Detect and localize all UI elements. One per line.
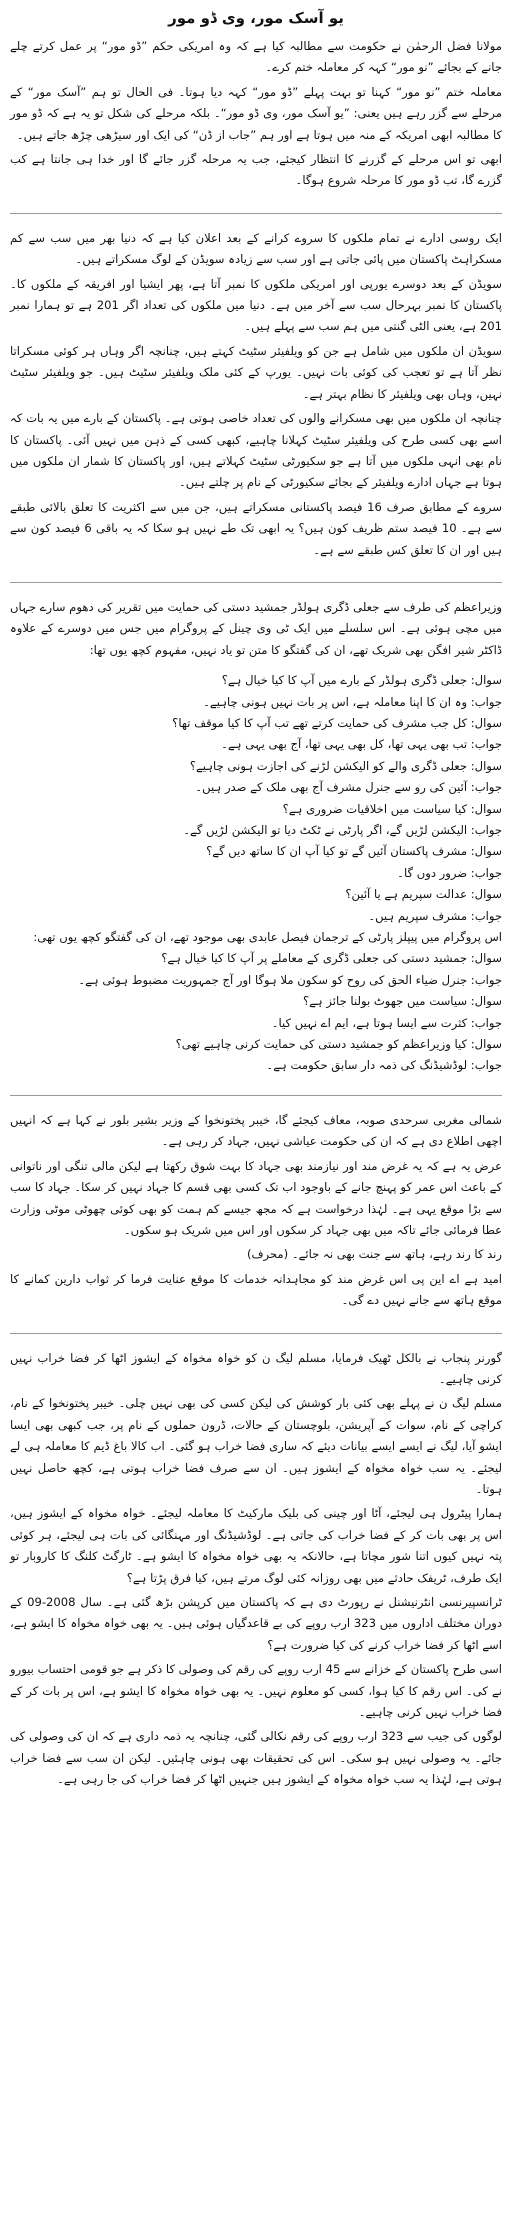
qa-line: جواب: جنرل ضیاء الحق کی روح کو سکون ملا ہوگا اور آج جمہوریت مضبوط ہوئی ہے۔ bbox=[78, 972, 502, 987]
paragraph: مسلم لیگ ن نے پہلے بھی کئی بار کوشش کی لیکن کسی کی بھی نہیں چلی۔ خیبر پختونخوا کے نام، کراچی کے نام، سوات کے آپریشن، بلوچستان کے حالات، ڈرون حملوں کے نام پر، جب کبھی بھی ایسا ایشو آیا، لیگ نے ایسے ایسے بیانات دیئے کہ ساری فضا خراب ہو گئی۔ اب کالا باغ ڈیم کا معاملہ ہی لے لیجئے۔ یہ سب خواہ مخواہ کے ایشوز ہیں۔ ان سے صرف فضا خراب ہوتی ہے، کچھ حاصل نہیں ہوتا۔ bbox=[10, 1396, 502, 1496]
paragraph: اسی طرح پاکستان کے خزانے سے 45 ارب روپے کی رقم کی وصولی کا ذکر ہے جو قومی احتساب بیورو نے کی۔ اس رقم کا کیا ہوا، کسی کو معلوم نہیں۔ یہ بھی خواہ مخواہ کا ایشو ہے، اس پر بات کر کے فضا خراب نہیں کرنی چاہیے۔ bbox=[10, 1662, 502, 1720]
paragraph: سروے کے مطابق صرف 16 فیصد پاکستانی مسکراتے ہیں، جن میں سے اکثریت کا تعلق بالائی طبقے سے ہے۔ 10 فیصد ستم ظریف کون ہیں؟ یہ ابھی تک طے نہیں ہو سکا کہ یہ باقی 6 فیصد کون سے ہیں اور ان کا تعلق کس طبقے سے ہے۔ bbox=[10, 499, 502, 557]
paragraph: سویڈن ان ملکوں میں شامل ہے جن کو ویلفیئر سٹیٹ کہتے ہیں، چنانچہ اگر وہاں ہر کوئی مسکراتا نظر آتا ہے تو تعجب کی کوئی بات نہیں۔ یورپ کے کئی ملک ویلفیئر سٹیٹ ہیں۔ جو ویلفیئر سٹیٹ نہیں، وہاں بھی ویلفیئر کا نظام بہتر ہے۔ bbox=[10, 343, 502, 401]
paragraph: اس پروگرام میں پیپلز پارٹی کے ترجمان فیصل عابدی بھی موجود تھے، ان کی گفتگو کچھ یوں تھی: bbox=[33, 930, 502, 945]
qa-line: سوال: عدالت سپریم ہے یا آئین؟ bbox=[345, 887, 502, 902]
section-divider bbox=[10, 1333, 502, 1334]
paragraph: مولانا فضل الرحمٰن نے حکومت سے مطالبہ کیا ہے کہ وہ امریکی حکم ”ڈو مور“ پر عمل کرتے چلے جانے کے بجائے ”نو مور“ کہہ کر معاملہ ختم کرے۔ bbox=[10, 39, 502, 75]
paragraph: عرض یہ ہے کہ یہ غرض مند اور نیازمند بھی جہاد کا بہت شوق رکھتا ہے لیکن مالی تنگی اور ناتوانی کے باعث اس عمر کو پہنچ جانے کے باوجود اب تک کسی بھی قسم کا جہاد نہیں کر سکا۔ جہاد کا سب سے بڑا موقع یہی ہے۔ لہٰذا درخواست ہے کہ مجھ جیسے کم ہمت کو بھی کوئی چھوٹی موٹی وزارت عطا فرمائی جائے تاکہ میں بھی جہاد کر سکوں اور اس میں شریک ہو سکوں۔ bbox=[10, 1158, 502, 1237]
qa-line: سوال: جعلی ڈگری ہولڈر کے بارے میں آپ کا کیا خیال ہے؟ bbox=[221, 673, 502, 688]
qa-line: جواب: تب بھی یہی تھا، کل بھی یہی تھا، آج بھی یہی ہے۔ bbox=[221, 737, 502, 752]
section-5 bbox=[10, 1346, 502, 1798]
qa-line: سوال: جعلی ڈگری والے کو الیکشن لڑنے کی اجازت ہونی چاہیے؟ bbox=[189, 758, 502, 773]
section-3-qa bbox=[10, 668, 502, 1081]
qa-line: سوال: سیاست میں جھوٹ بولنا جائز ہے؟ bbox=[302, 994, 502, 1009]
section-2 bbox=[10, 226, 502, 568]
qa-line: جواب: وہ ان کا اپنا معاملہ ہے، اس پر بات نہیں ہونی چاہیے۔ bbox=[203, 694, 502, 709]
paragraph: گورنر پنجاب نے بالکل ٹھیک فرمایا، مسلم لیگ ن کو خواہ مخواہ کے ایشوز اٹھا کر فضا خراب نہیں کرنی چاہیے۔ bbox=[10, 1350, 502, 1386]
paragraph: ایک روسی ادارے نے تمام ملکوں کا سروے کرانے کے بعد اعلان کیا ہے کہ دنیا بھر میں سب سے کم مسکراہٹ پاکستان میں پائی جاتی ہے اور سب سے زیادہ سویڈن کے لوگ مسکراتے ہیں۔ bbox=[10, 230, 502, 267]
qa-line: سوال: کیا وزیراعظم کو جمشید دستی کی حمایت کرنی چاہیے تھی؟ bbox=[175, 1037, 502, 1052]
paragraph: ہمارا پیٹرول ہی لیجئے، آٹا اور چینی کی بلیک مارکیٹ کا معاملہ لیجئے۔ خواہ مخواہ کے ایشوز ہیں، اس پر بھی بات کر کے فضا خراب کی جاتی ہے۔ لوڈشیڈنگ اور مہنگائی کی بات ہی لیجئے، ہر کوئی پتہ نہیں کیوں اتنا شور مچاتا ہے، حالانکہ یہ بھی خواہ مخواہ کا ایشو ہے۔ ٹارگٹ کلنگ کا کاروبار تو ایک طرف، ٹریفک حادثے میں بھی روزانہ کئی لوگ مرتے ہیں، کیا فرق پڑتا ہے؟ bbox=[10, 1506, 502, 1585]
section-divider bbox=[10, 1095, 502, 1096]
column-title: یو آسک مور، وی ڈو مور bbox=[168, 9, 344, 27]
paragraph: سویڈن کے بعد دوسرے یورپی اور امریکی ملکوں کا نمبر آتا ہے، پھر ایشیا اور افریقہ کے ملکوں کا۔ پاکستان کا نمبر بہرحال سب سے آخر میں ہے۔ دنیا میں ملکوں کی تعداد اگر 201 ہے تو ہمارا نمبر 201 ہے، یعنی الٹی گنتی میں ہم سب سے پہلے ہیں۔ bbox=[10, 276, 503, 334]
qa-line: سوال: کیا سیاست میں اخلاقیات ضروری ہے؟ bbox=[282, 801, 502, 816]
section-1 bbox=[10, 34, 502, 199]
qa-line: سوال: مشرف پاکستان آئیں گے تو کیا آپ ان کا ساتھ دیں گے؟ bbox=[206, 844, 502, 859]
paragraph: وزیراعظم کی طرف سے جعلی ڈگری ہولڈر جمشید دستی کی حمایت میں تقریر کی دھوم سارے جہاں میں مچی ہوئی ہے۔ اس سلسلے میں ایک ٹی وی چینل کے پروگرام میں جس میں دوسرے کے علاوہ ڈاکٹر شیر افگن بھی شریک تھے، ان کی گفتگو کا متن تو یاد نہیں، مفہوم کچھ یوں تھا: bbox=[10, 599, 502, 657]
section-divider bbox=[10, 582, 502, 583]
qa-line: جواب: لوڈشیڈنگ کی ذمہ دار سابق حکومت ہے۔ bbox=[266, 1058, 502, 1073]
paragraph: معاملہ ختم ”نو مور“ کہنا تو بہت پہلے ”ڈو مور“ کہہ دیا ہوتا۔ فی الحال تو ہم ”آسک مور“ کے مرحلے سے گزر رہے ہیں یعنی: ”یو آسک مور، وی ڈو مور“۔ بلکہ مرحلے کی شکل تو یہ ہے کہ ڈو مور کا مطالبہ ابھی امریکہ کے منہ میں ہوتا ہے اور ہم ”جاب از ڈن“ کی ایک اور سیڑھی چڑھ جاتے ہیں۔ bbox=[10, 84, 502, 142]
section-divider bbox=[10, 213, 502, 214]
qa-line: سوال: جمشید دستی کی جعلی ڈگری کے معاملے پر آپ کا کیا خیال ہے؟ bbox=[161, 951, 502, 966]
paragraph: ابھی تو اس مرحلے کے گزرنے کا انتظار کیجئے، جب یہ مرحلہ گزر جائے گا اور خدا ہی جانتا ہے کب گزرے گا، تب ڈو مور کا مرحلہ شروع ہوگا۔ bbox=[10, 152, 502, 188]
qa-line: جواب: مشرف سپریم ہیں۔ bbox=[368, 908, 502, 923]
paragraph: امید ہے اے این پی اس غرض مند کو مجاہدانہ خدمات کا موقع عنایت فرما کر ثواب دارین کمانے کا موقع ہاتھ سے جانے نہیں دے گی۔ bbox=[10, 1271, 502, 1308]
qa-line: جواب: الیکشن لڑیں گے، اگر پارٹی نے ٹکٹ دیا تو الیکشن لڑیں گے۔ bbox=[183, 823, 502, 837]
section-4 bbox=[10, 1108, 502, 1319]
paragraph: چنانچہ ان ملکوں میں بھی مسکرانے والوں کی تعداد خاصی ہوتی ہے۔ پاکستان کے بارے میں یہ بات کہ اسے بھی کسی طرح کی ویلفیئر سٹیٹ کہلانا چاہیے، کبھی کسی کے ذہن میں نہیں آئی۔ پاکستان کا نام بھی انہی ملکوں میں آتا ہے جو سکیورٹی سٹیٹ کہلاتے ہیں، اور پاکستان کا شمار ان ملکوں میں ہوتا ہے جہاں ادارے ویلفیئر کے بجائے سکیورٹی کے نام پر چلتے ہیں۔ bbox=[10, 411, 502, 490]
qa-line: جواب: ضرور دوں گا۔ bbox=[397, 865, 502, 880]
paragraph: لوگوں کی جیب سے 323 ارب روپے کی رقم نکالی گئی، چنانچہ یہ ذمہ داری ہے کہ ان کی وصولی کی جائے۔ یہ وصولی نہیں ہو سکی۔ اس کی تحقیقات بھی ہونی چاہئیں۔ لیکن ان سب سے فضا خراب ہوتی ہے، لہٰذا یہ سب خواہ مخواہ کے ایشوز ہیں جنہیں اٹھا کر فضا خراب کی جا رہی ہے۔ bbox=[10, 1729, 502, 1787]
qa-line: جواب: آئین کی رو سے جنرل مشرف آج بھی ملک کے صدر ہیں۔ bbox=[195, 780, 502, 795]
section-3 bbox=[10, 595, 502, 668]
qa-line: جواب: کثرت سے ایسا ہوتا ہے، ایم اے نہیں کیا۔ bbox=[271, 1015, 502, 1030]
paragraph: ٹرانسپیرنسی انٹرنیشنل نے رپورٹ دی ہے کہ پاکستان میں کرپشن بڑھ گئی ہے۔ سال 2008-09 کے دوران مختلف اداروں میں 323 ارب روپے کی بے قاعدگیاں ہوئی ہیں۔ یہ بھی خواہ مخواہ کا ایشو ہے، اسے اٹھا کر فضا خراب کرنے کی کیا ضرورت ہے؟ bbox=[10, 1595, 503, 1652]
verse-line: رند کا رند رہے، ہاتھ سے جنت بھی نہ جائے۔ (محرف) bbox=[246, 1247, 502, 1262]
paragraph: شمالی مغربی سرحدی صوبہ، معاف کیجئے گا، خیبر پختونخوا کے وزیر بشیر بلور نے کہا ہے کہ انہیں اچھی اطلاع دی ہے کہ ان کی حکومت عیاشی نہیں، جہاد کر رہی ہے۔ bbox=[10, 1112, 502, 1149]
qa-line: سوال: کل جب مشرف کی حمایت کرتے تھے تب آپ کا کیا موقف تھا؟ bbox=[172, 715, 502, 730]
